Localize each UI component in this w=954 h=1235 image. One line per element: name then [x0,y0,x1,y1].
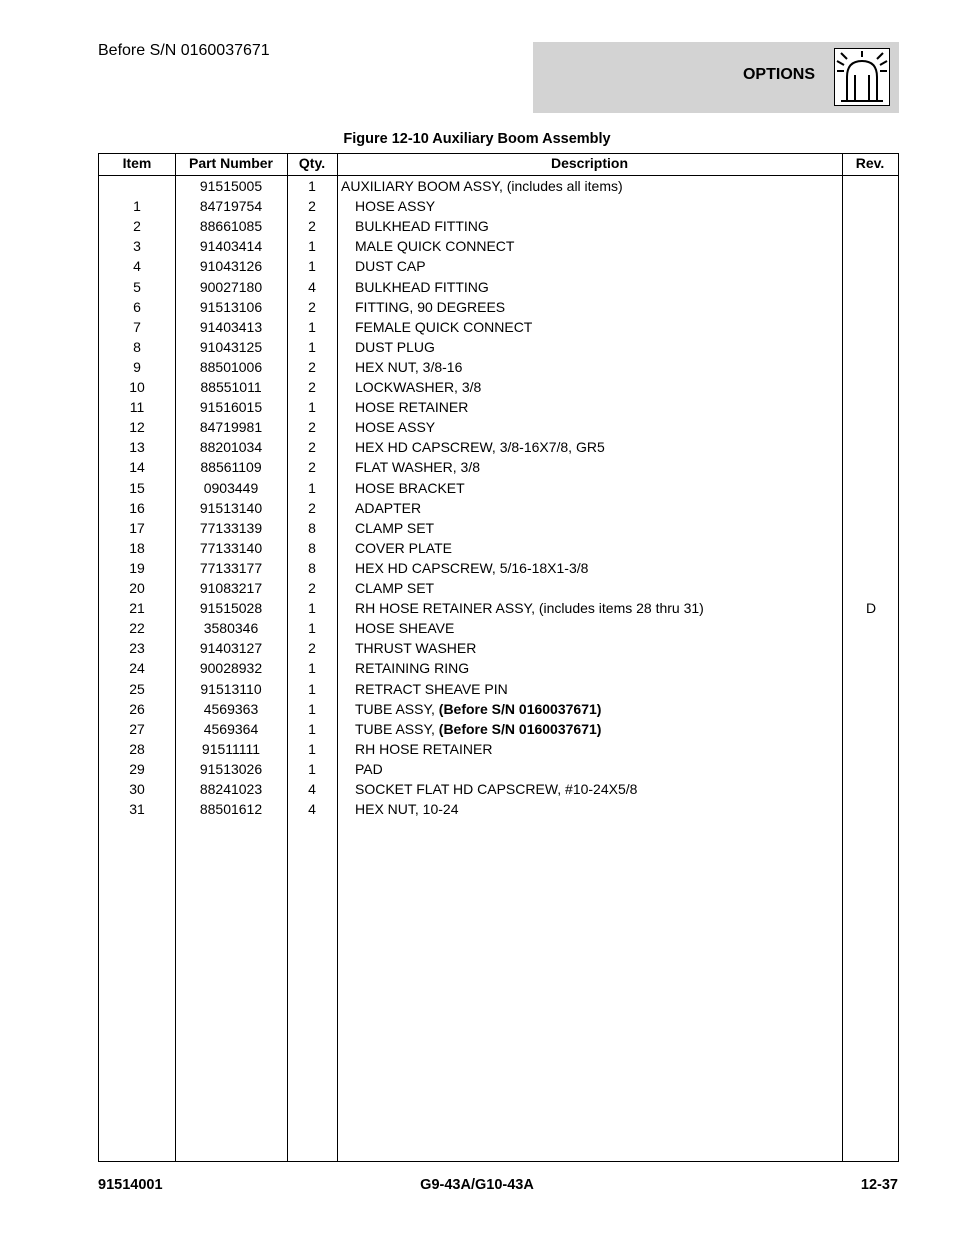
description-text: HEX NUT, 10-24 [355,801,459,818]
revision [843,699,899,719]
description-text: BULKHEAD FITTING [355,218,489,235]
revision [843,779,899,799]
quantity: 1 [308,338,316,355]
part-number: 91515005 [199,178,263,194]
item-number: 7 [133,318,141,335]
part-number: 91403127 [199,640,263,657]
item-number: 13 [129,439,145,456]
part-number: 88561109 [200,459,262,476]
table-row [99,638,898,658]
table-row [99,578,898,598]
figure-title: Figure 12-10 Auxiliary Boom Assembly [343,131,611,147]
table-row [99,236,898,256]
description [355,478,465,498]
table-row [99,216,898,236]
description [355,196,435,216]
description-text: CLAMP SET [355,519,435,536]
part-number: 88201034 [199,439,263,456]
table-header [99,154,898,176]
section-tab [533,42,899,113]
revision [843,739,899,759]
description-text: AUXILIARY BOOM ASSY, (includes all items) [341,178,623,194]
description [355,317,532,337]
description-text: DUST PLUG [355,338,435,355]
revision [843,759,899,779]
table-row [99,558,898,578]
quantity: 2 [308,218,316,235]
description [355,357,462,377]
revision [843,297,899,317]
item-number: 8 [133,338,141,355]
description-text: COVER PLATE [355,539,452,556]
quantity: 8 [308,539,316,556]
quantity: 2 [308,419,316,436]
description [355,337,435,357]
description [355,739,492,759]
quantity: 1 [308,680,316,697]
footer-doc-number: 91514001 [98,1177,163,1193]
table-row [99,618,898,638]
quantity: 2 [308,298,316,315]
description [341,176,623,196]
table-row [99,377,898,397]
part-number: 88661085 [199,218,263,235]
quantity: 2 [308,358,316,375]
quantity: 1 [308,760,316,777]
item-number: 11 [129,399,145,416]
revision [843,478,899,498]
item-number: 19 [129,559,145,576]
quantity: 2 [308,459,316,476]
part-number: 91516015 [199,399,263,416]
description-text: THRUST WASHER [355,640,477,657]
part-number: 91403413 [199,318,263,335]
part-number: 91083217 [199,580,263,596]
item-number: 5 [133,278,141,295]
quantity: 1 [308,479,316,496]
description-text: HEX NUT, 3/8-16 [355,358,463,375]
quantity: 2 [308,499,316,516]
quantity: 2 [308,439,316,456]
part-number: 91513140 [199,499,263,516]
revision [843,518,899,538]
revision [843,216,899,236]
quantity: 1 [308,178,316,194]
item-number: 26 [129,700,145,717]
description-text: HOSE BRACKET [355,479,465,496]
item-number: 1 [133,198,141,215]
description-text: MALE QUICK CONNECT [355,238,515,255]
quantity: 1 [308,720,316,737]
description [355,236,514,256]
description-text: RH HOSE RETAINER ASSY, (includes items 28 thru 31) [355,600,704,617]
table-row [99,317,898,337]
description-text: ADAPTER [355,499,422,516]
quantity: 1 [308,700,316,717]
header-rev: Rev. [855,155,885,171]
part-number: 91513106 [199,298,263,315]
part-number: 91403414 [199,238,263,255]
part-number: 84719981 [199,419,263,436]
quantity: 4 [308,278,316,295]
quantity: 1 [308,238,316,255]
table-row [99,498,898,518]
part-number: 0903449 [203,479,259,496]
description [355,638,476,658]
item-number [99,176,175,196]
table-row [99,176,898,196]
item-number: 29 [129,760,145,777]
item-number: 14 [129,459,145,476]
revision [843,417,899,437]
description [355,216,489,236]
table-row [99,417,898,437]
revision [843,658,899,678]
part-number: 4569363 [203,700,259,717]
description-text: PAD [355,760,383,777]
quantity: 8 [308,519,316,536]
description-text: TUBE ASSY, [355,720,439,737]
item-number: 10 [129,379,145,395]
part-number: 77133177 [199,559,263,576]
header-qty: Qty. [298,155,326,171]
part-number: 77133140 [199,539,263,556]
item-number: 24 [129,660,145,677]
table-row [99,699,898,719]
item-number: 4 [133,258,141,275]
part-number: 3580346 [203,620,259,637]
revision [843,799,899,819]
item-number: 6 [133,298,141,315]
part-number: 91511111 [201,740,261,757]
revision: D [865,600,877,617]
description [355,397,468,417]
part-number: 4569364 [203,720,259,737]
table-row [99,518,898,538]
item-number: 2 [133,218,141,235]
quantity: 2 [308,379,316,395]
quantity: 1 [308,620,316,637]
description-text: HOSE SHEAVE [355,620,455,637]
quantity: 1 [308,600,316,617]
description [355,538,452,558]
revision [843,176,899,196]
revision [843,437,899,457]
description [355,719,601,739]
revision [843,457,899,477]
item-number: 30 [129,781,145,797]
revision [843,357,899,377]
item-number: 17 [129,519,145,536]
description [355,598,704,618]
item-number: 18 [129,539,145,556]
parts-table [98,153,899,1162]
revision [843,538,899,558]
quantity: 4 [308,801,316,818]
header-item: Item [122,155,152,171]
item-number: 27 [129,720,145,737]
revision [843,236,899,256]
part-number: 91043126 [199,258,263,275]
item-number: 21 [129,600,145,617]
table-row [99,719,898,739]
table-row [99,538,898,558]
item-number: 16 [129,499,145,516]
item-number: 3 [133,238,141,255]
revision [843,377,899,397]
description-text: HOSE ASSY [355,419,436,436]
header-description: Description [550,155,628,171]
description [355,799,458,819]
description [355,558,588,578]
description-text: FLAT WASHER, 3/8 [355,459,480,476]
description [355,679,508,699]
description-text: HOSE RETAINER [355,399,469,416]
item-number: 22 [129,620,145,637]
table-row [99,256,898,276]
revision [843,317,899,337]
quantity: 2 [308,198,316,215]
part-number: 90028932 [199,660,263,677]
quantity: 1 [308,660,316,677]
description [355,256,426,276]
part-number: 88501612 [199,801,263,818]
description-text: SOCKET FLAT HD CAPSCREW, #10-24X5/8 [355,781,638,797]
description [355,297,505,317]
revision [843,256,899,276]
description [355,417,435,437]
quantity: 1 [308,399,316,416]
item-number: 12 [129,419,145,436]
table-row [99,478,898,498]
section-title: OPTIONS [742,66,815,83]
revision [843,277,899,297]
revision [843,618,899,638]
quantity: 4 [308,781,316,797]
item-number: 28 [129,740,145,757]
footer-page-number: 12-37 [860,1177,898,1193]
item-number: 15 [129,479,145,496]
part-number: 77133139 [199,519,263,536]
part-number: 84719754 [199,198,263,215]
serial-note: (Before S/N 0160037671) [438,700,602,717]
table-row [99,337,898,357]
quantity: 2 [308,580,316,596]
description [355,457,480,477]
header-part-number: Part Number [188,155,274,171]
revision [843,578,899,598]
quantity: 1 [308,740,316,757]
beacon-light-icon [835,49,889,105]
item-number: 20 [129,580,145,596]
item-number: 23 [129,640,145,657]
table-row [99,598,898,618]
footer-model: G9-43A/G10-43A [420,1177,534,1193]
table-row [99,739,898,759]
revision [843,719,899,739]
table-row [99,397,898,417]
description [355,578,434,598]
table-row [99,658,898,678]
revision [843,558,899,578]
description [355,759,383,779]
part-number: 91513110 [200,680,262,697]
part-number: 91043125 [199,338,263,355]
table-row [99,277,898,297]
description [355,498,421,518]
description-text: FITTING, 90 DEGREES [355,298,506,315]
description [355,518,434,538]
table-row [99,457,898,477]
description [355,699,601,719]
table-row [99,297,898,317]
revision [843,638,899,658]
description-text: FEMALE QUICK CONNECT [355,318,533,335]
description-text: BULKHEAD FITTING [355,278,489,295]
part-number: 88241023 [199,781,263,797]
description-text: HEX HD CAPSCREW, 3/8-16X7/8, GR5 [355,439,605,456]
table-row [99,679,898,699]
revision [843,196,899,216]
quantity: 2 [308,640,316,657]
table-row [99,779,898,799]
revision [843,337,899,357]
revision [843,498,899,518]
part-number: 90027180 [199,278,263,295]
description [355,277,489,297]
quantity: 1 [308,318,316,335]
description [355,377,481,397]
part-number: 91515028 [199,600,263,617]
table-row [99,437,898,457]
revision [843,679,899,699]
description [355,437,605,457]
table-row [99,799,898,819]
description [355,779,637,799]
options-light-icon [834,48,890,106]
item-number: 25 [129,680,145,697]
description-text: TUBE ASSY, [355,700,439,717]
table-row [99,357,898,377]
revision [843,397,899,417]
description-text: DUST CAP [355,258,426,275]
quantity: 1 [308,258,316,275]
description [355,658,469,678]
table-row [99,196,898,216]
description-text: HOSE ASSY [355,198,436,215]
description-text: LOCKWASHER, 3/8 [355,379,482,395]
quantity: 8 [308,559,316,576]
description-text: RETAINING RING [355,660,470,677]
description-text: RH HOSE RETAINER [355,740,493,757]
part-number: 88501006 [199,358,263,375]
description-text: CLAMP SET [355,580,435,596]
before-serial-number: Before S/N 0160037671 [98,42,270,59]
item-number: 9 [133,358,141,375]
part-number: 88551011 [200,379,262,395]
table-row [99,759,898,779]
item-number: 31 [129,801,145,818]
serial-note: (Before S/N 0160037671) [438,720,602,737]
description-text: HEX HD CAPSCREW, 5/16-18X1-3/8 [355,559,589,576]
description [355,618,454,638]
part-number: 91513026 [199,760,263,777]
description-text: RETRACT SHEAVE PIN [355,680,508,697]
